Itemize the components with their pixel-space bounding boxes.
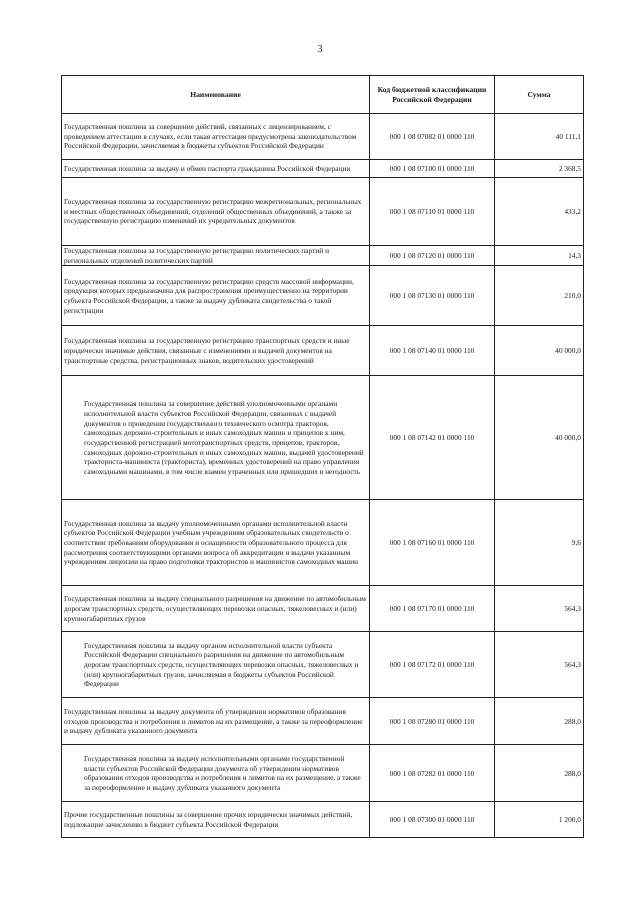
row-code-cell: 000 1 08 07280 01 0000 110 <box>370 698 495 745</box>
row-name-cell: Государственная пошлина за государственную регистрацию средств массовой информации, продукция которых предназначена для распространения преимущественно на территории субъекта Российской Федерации, а также за выдачу дубликата свидетельства о такой регистрации <box>62 266 370 326</box>
row-code-cell: 000 1 08 07120 01 0000 110 <box>370 246 495 266</box>
table-row <box>62 745 584 802</box>
row-code-cell: 000 1 08 07140 01 0000 110 <box>370 326 495 376</box>
row-name-cell: Государственная пошлина за выдачу документа об утверждении нормативов образования отходов производства и потребления и лимитов на их размещение, а также за переоформление и выдачу дубликата указанного документа <box>62 698 370 745</box>
row-code-cell: 000 1 08 07282 01 0000 110 <box>370 745 495 802</box>
header-code: Код бюджетной классификации Российской Федерации <box>370 76 495 114</box>
row-code-cell: 000 1 08 07300 01 0000 110 <box>370 802 495 838</box>
row-name-cell: Государственная пошлина за выдачу уполномоченными органами исполнительной власти субъектов Российской Федерации учебным учреждениям образовательных свидетельств о соответствии требованиям оборудования и оснащенности образовательного процесса для рассмотрения соответствующими органами вопроса об аккредитации и выдачи указанным учреждениям лицензии на право подготовки трактористов и машинистов самоходных машин <box>62 500 370 586</box>
row-code-cell: 000 1 08 07160 01 0000 110 <box>370 500 495 586</box>
row-name-cell: Государственная пошлина за выдачу исполнительными органами государственной власти субъектов Российской Федерации документа об утверждении нормативов образования отходов производства и потребления и лимитов на их размещение, а также за переоформление и выдачу дубликата указанного документа <box>62 745 370 802</box>
row-sum-cell: 2 368,5 <box>495 160 584 178</box>
row-name-cell: Государственная пошлина за выдачу и обмен паспорта гражданина Российской Федерации <box>62 160 370 178</box>
table-row <box>62 698 584 745</box>
row-code-cell: 000 1 08 07142 01 0000 110 <box>370 376 495 500</box>
table-header-row <box>62 76 584 114</box>
table-row <box>62 114 584 160</box>
row-sum-cell: 288,0 <box>495 698 584 745</box>
row-name-cell: Государственная пошлина за выдачу органом исполнительной власти субъекта Российской Федерации специального разрешения на движение по автомобильным дорогам транспортных средств, осуществляющих перевозки опасных, тяжеловесных и (или) крупногабаритных грузов, зачисляемая в бюджеты субъектов Российской Федерации <box>62 632 370 698</box>
table-row <box>62 326 584 376</box>
header-name: Наименование <box>62 76 370 114</box>
row-code-cell: 000 1 08 07130 01 0000 110 <box>370 266 495 326</box>
row-code-cell: 000 1 08 07170 01 0000 110 <box>370 586 495 632</box>
row-name-cell: Государственная пошлина за выдачу специального разрешения на движение по автомобильным дорогам транспортных средств, осуществляющих перевозки опасных, тяжеловесных и (или) крупногабаритных грузов <box>62 586 370 632</box>
row-sum-cell: 40 000,0 <box>495 326 584 376</box>
row-name-cell: Государственная пошлина за государственную регистрацию транспортных средств и иные юридически значимые действия, связанные с изменениями и выдачей документов на транспортные средства, регистрационных знаков, водительских удостоверений <box>62 326 370 376</box>
row-sum-cell: 9,6 <box>495 500 584 586</box>
row-code-cell: 000 1 08 07082 01 0000 110 <box>370 114 495 160</box>
table-row <box>62 266 584 326</box>
row-sum-cell: 40 111,1 <box>495 114 584 160</box>
table-row <box>62 632 584 698</box>
table-row <box>62 246 584 266</box>
table-row <box>62 178 584 246</box>
row-name-cell: Государственная пошлина за совершение действий уполномоченными органами исполнительной власти субъектов Российской Федерации, связанных с выдачей документов о проведении государственного технического осмотра тракторов, самоходных дорожно-строительных и иных самоходных машин и прицепов к ним, государственной регистрацией мототранспортных средств, прицепов, тракторов, самоходных дорожно-строительных и иных самоходных машин, выдачей удостоверений тракториста-машиниста (тракториста), временных удостоверений на право управления самоходными машинами, в том числе взамен утраченных или пришедших в негодность <box>62 376 370 500</box>
row-name-cell: Государственная пошлина за государственную регистрацию межрегиональных, региональных и местных общественных объединений, отделений общественных объединений, а также за государственную регистрацию изменений их учредительных документов <box>62 178 370 246</box>
row-sum-cell: 40 000,0 <box>495 376 584 500</box>
row-code-cell: 000 1 08 07110 01 0000 110 <box>370 178 495 246</box>
row-code-cell: 000 1 08 07172 01 0000 110 <box>370 632 495 698</box>
row-sum-cell: 210,0 <box>495 266 584 326</box>
row-sum-cell: 1 200,0 <box>495 802 584 838</box>
row-sum-cell: 14,3 <box>495 246 584 266</box>
table-row <box>62 802 584 838</box>
page-number: 3 <box>317 44 323 55</box>
row-name-cell: Прочие государственные пошлины за совершение прочих юридически значимых действий, подлежащие зачислению в бюджет субъекта Российской Федерации <box>62 802 370 838</box>
table-row <box>62 586 584 632</box>
row-name-cell: Государственная пошлина за совершение действий, связанных с лицензированием, с проведением аттестации в случаях, если такая аттестация предусмотрена законодательством Российской Федерации, зачисляемая в бюджеты субъектов Российской Федерации <box>62 114 370 160</box>
row-sum-cell: 564,3 <box>495 586 584 632</box>
budget-revenue-table <box>61 75 584 838</box>
table-row <box>62 500 584 586</box>
header-sum: Сумма <box>495 76 584 114</box>
row-code-cell: 000 1 08 07100 01 0000 110 <box>370 160 495 178</box>
table-row <box>62 376 584 500</box>
table-body <box>62 114 584 838</box>
table-row <box>62 160 584 178</box>
row-sum-cell: 564,3 <box>495 632 584 698</box>
row-sum-cell: 288,0 <box>495 745 584 802</box>
row-name-cell: Государственная пошлина за государственную регистрацию политических партий и региональных отделений политических партий <box>62 246 370 266</box>
row-sum-cell: 433,2 <box>495 178 584 246</box>
